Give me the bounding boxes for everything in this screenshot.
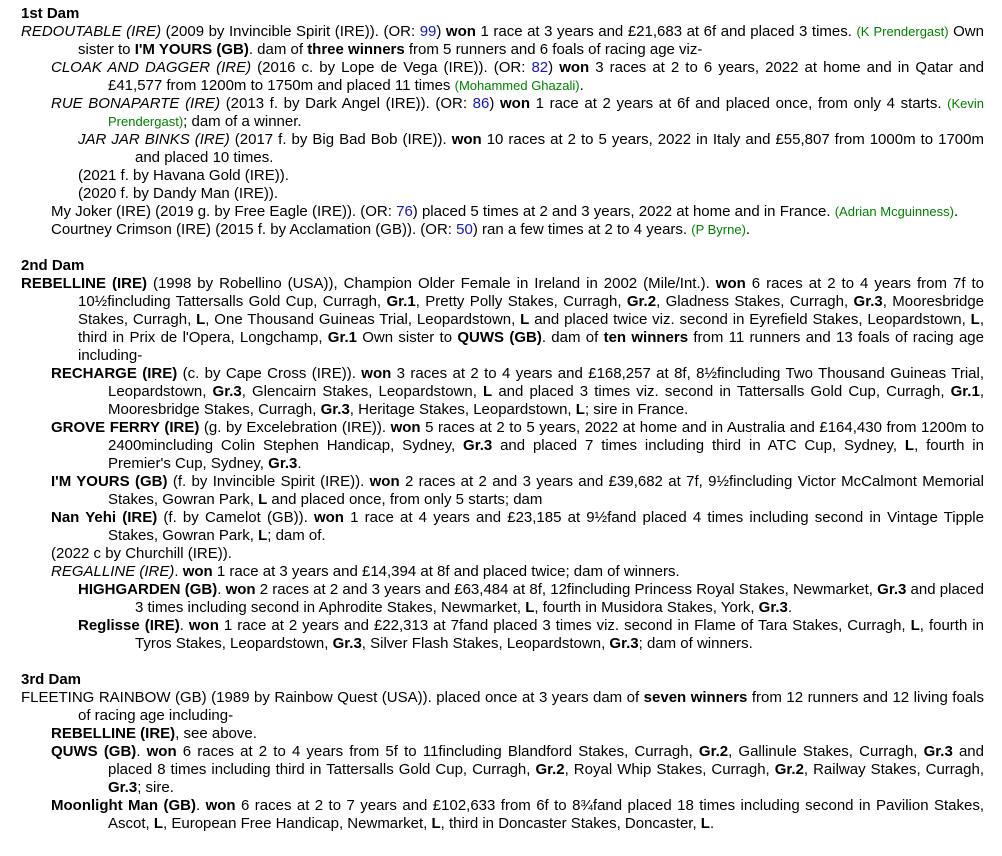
bold-text: won [188, 617, 219, 634]
bold-text: Gr.3 [332, 635, 362, 652]
entry-text: , Mooresbridge Stakes, Curragh, [78, 293, 985, 328]
pedigree-entry [51, 509, 984, 545]
bold-text: won [715, 275, 746, 292]
dam-section [21, 257, 984, 653]
entry-text: and placed 3 times including second in Aphrodite Stakes, Newmarket, [135, 581, 984, 616]
trainer-name: (K Prendergast) [856, 24, 949, 39]
bold-text: L [258, 527, 268, 544]
entry-text: ; sire in France. [584, 401, 689, 418]
bold-text: Gr.3 [268, 455, 298, 472]
official-rating: 99 [419, 23, 437, 40]
entry-text: from 11 runners and 13 foals of racing age including- [78, 329, 984, 364]
horse-name: JAR JAR BINKS (IRE) [78, 131, 230, 148]
entry-text: 5 races at 2 to 5 years, 2022 at home and in Australia and £164,430 from 1200m to 2400mincluding Colin Stephen Handicap, Sydney, [108, 419, 984, 454]
entry-text: . [745, 221, 751, 238]
pedigree-entry [51, 221, 984, 239]
entry-text: 6 races at 2 to 4 years from 7f to 10½fincluding Tattersalls Gold Cup, Curragh, [78, 275, 984, 310]
entry-text: from 5 runners and 6 foals of racing age viz- [404, 41, 703, 58]
entry-text: , see above. [175, 725, 257, 742]
entry-text: , Pretty Polly Stakes, Curragh, [415, 293, 627, 310]
bold-text: Gr.2 [626, 293, 657, 310]
bold-text: Gr.2 [698, 743, 729, 760]
entry-text: ; dam of. [267, 527, 326, 544]
entry-text: . [195, 797, 206, 814]
dam-heading: 2nd Dam [21, 257, 85, 274]
entry-text: 3 races at 2 to 4 years and £168,257 at 8f, 8½fincluding Two Thousand Guineas Trial, Leopardstown, [108, 365, 984, 400]
entry-text: , Glencairn Stakes, Leopardstown, [241, 383, 484, 400]
bold-text: won [205, 797, 236, 814]
entry-text: ; sire. [137, 779, 174, 796]
entry-text: , third in Doncaster Stakes, Doncaster, [440, 815, 701, 832]
bold-text: L [700, 815, 710, 832]
pedigree-entry [51, 59, 984, 95]
bold-text: seven winners [643, 689, 748, 706]
bold-text: won [445, 23, 476, 40]
horse-name: I'M YOURS (GB) [51, 473, 168, 490]
bold-text: Gr.3 [212, 383, 242, 400]
trainer-name: (Mohammed Ghazali) [454, 78, 580, 93]
entry-text: , Royal Whip Stakes, Curragh, [564, 761, 775, 778]
bold-text: L [153, 815, 164, 832]
entry-text: . [709, 815, 715, 832]
bold-text: Gr.3 [609, 635, 639, 652]
pedigree-entry [51, 203, 984, 221]
entry-text: . [217, 581, 226, 598]
horse-name: REGALLINE (IRE) [51, 563, 175, 580]
pedigree-entry [51, 563, 984, 581]
horse-name: REDOUTABLE (IRE) [21, 23, 162, 40]
horse-name: REBELLINE (IRE) [21, 275, 147, 292]
bold-text: won [390, 419, 421, 436]
bold-text: three winners [307, 41, 405, 58]
bold-text: L [910, 617, 920, 634]
bold-text: Gr.2 [774, 761, 804, 778]
pedigree-entry [51, 419, 984, 473]
bold-text: won [182, 563, 213, 580]
entry-text: , Mooresbridge Stakes, Curragh, [108, 383, 984, 418]
horse-name: Courtney Crimson (IRE) [51, 221, 212, 238]
horse-name: CLOAK AND DAGGER (IRE) [51, 59, 252, 76]
bold-text: Gr.3 [853, 293, 883, 310]
entry-text: 10 races at 2 to 5 years, 2022 in Italy and £55,807 from 1000m to 1700m and placed 10 times. [135, 131, 984, 166]
entry-text: (2013 f. by Dark Angel (IRE)). (OR: [220, 95, 473, 112]
entry-text: , Heritage Stakes, Leopardstown, [349, 401, 576, 418]
official-rating: 76 [396, 203, 413, 220]
bold-text: Gr.3 [463, 437, 493, 454]
pedigree-entry [78, 581, 984, 617]
bold-text: Gr.1 [327, 329, 357, 346]
entry-text: Own sister to [356, 329, 458, 346]
dam-section [21, 5, 984, 239]
pedigree-entry [51, 545, 984, 563]
horse-name: FLEETING RAINBOW (GB) [21, 689, 207, 706]
trainer-name: (Adrian Mcguinness) [834, 204, 954, 219]
entry-text: 6 races at 2 to 4 years from 5f to 11fincluding Blandford Stakes, Curragh, [176, 743, 699, 760]
entry-text: 1 race at 2 years and £22,313 at 7fand placed 3 times viz. second in Flame of Tara Stakes, Curragh, [218, 617, 911, 634]
bold-text: L [904, 437, 915, 454]
entry-text: (c. by Cape Cross (IRE)). [177, 365, 362, 382]
entry-text: . [787, 599, 793, 616]
pedigree-entry [51, 365, 984, 419]
entry-text: , fourth in Premier's Cup, Sydney, [108, 437, 984, 472]
entry-text: (f. by Camelot (GB)). [157, 509, 314, 526]
entry-text: ) [436, 23, 446, 40]
entry-text: 1 race at 3 years and £21,683 at 6f and placed 3 times. [475, 23, 857, 40]
horse-name: HIGHGARDEN (GB) [78, 581, 218, 598]
bold-text: L [575, 401, 585, 418]
bold-text: won [451, 131, 482, 148]
entry-text: . [579, 77, 584, 94]
entry-text: , Silver Flash Stakes, Leopardstown, [361, 635, 610, 652]
bold-text: won [369, 473, 400, 490]
pedigree-entry [78, 617, 984, 653]
bold-text: L [258, 491, 268, 508]
pedigree-entry [21, 23, 984, 59]
entry-text: 6 races at 2 to 7 years and £102,633 from 6f to 8¾fand placed 18 times including second in Pavilion Stakes, Ascot, [108, 797, 985, 832]
bold-text: won [146, 743, 177, 760]
entry-text: . [136, 743, 147, 760]
entry-text: from 12 runners and 12 living foals of racing age including- [78, 689, 984, 724]
entry-text: 1 race at 2 years at 6f and placed once, from only 4 starts. [529, 95, 948, 112]
trainer-name: (P Byrne) [691, 222, 746, 237]
entry-text: ) ran a few times at 2 to 4 years. [472, 221, 692, 238]
entry-text: , One Thousand Guineas Trial, Leopardstown, [205, 311, 521, 328]
entry-text: (g. by Excelebration (IRE)). [199, 419, 391, 436]
entry-text: ) [548, 59, 560, 76]
entry-text: , Gallinule Stakes, Curragh, [728, 743, 924, 760]
bold-text: L [196, 311, 206, 328]
bold-text: Gr.1 [950, 383, 980, 400]
pedigree-entry [51, 95, 984, 131]
horse-name: QUWS (GB) [51, 743, 137, 760]
bold-text: Gr.3 [877, 581, 907, 598]
pedigree-entry [21, 689, 984, 725]
pedigree-entry [78, 167, 984, 185]
bold-text: won [499, 95, 530, 112]
bold-text: Gr.3 [108, 779, 138, 796]
entry-text: (2019 g. by Free Eagle (IRE)). (OR: [151, 203, 397, 220]
bold-text: Gr.3 [758, 599, 788, 616]
entry-text: (2016 c. by Lope de Vega (IRE)). (OR: [251, 59, 532, 76]
entry-text: ) placed 5 times at 2 and 3 years, 2022 at home and in France. [412, 203, 835, 220]
bold-text: L [520, 311, 530, 328]
entry-text: (2022 c by Churchill (IRE)). [51, 545, 232, 562]
bold-text: won [361, 365, 392, 382]
horse-name: GROVE FERRY (IRE) [51, 419, 200, 436]
entry-text: . [174, 563, 183, 580]
pedigree-entry [78, 131, 984, 167]
entry-text: and placed 8 times including third in Tattersalls Gold Cup, Curragh, [108, 743, 984, 778]
entry-text: . dam of [541, 329, 604, 346]
pedigree-entry [51, 743, 984, 797]
entry-text: 2 races at 2 and 3 years and £39,682 at 7f, 9½fincluding Victor McCalmont Memorial Stakes, Gowran Park, [108, 473, 984, 508]
bold-text: L [483, 383, 493, 400]
entry-text: (1989 by Rainbow Quest (USA)). placed once at 3 years dam of [206, 689, 644, 706]
entry-text: (1998 by Robellino (USA)), Champion Older Female in Ireland in 2002 (Mile/Int.). [146, 275, 716, 292]
entry-text: (2015 f. by Acclamation (GB)). (OR: [211, 221, 457, 238]
official-rating: 86 [472, 95, 490, 112]
pedigree-entry [51, 473, 984, 509]
pedigree-entry [78, 185, 984, 203]
horse-name: My Joker (IRE) [51, 203, 152, 220]
bold-text: Gr.1 [386, 293, 416, 310]
entry-text: . [179, 617, 189, 634]
bold-text: Gr.2 [535, 761, 565, 778]
dam-heading: 1st Dam [21, 5, 80, 22]
bold-text: won [313, 509, 344, 526]
official-rating: 82 [531, 59, 549, 76]
dam-section [21, 671, 984, 833]
bold-text: Gr.3 [923, 743, 953, 760]
entry-text: ; dam of a winner. [183, 113, 302, 130]
entry-text: . dam of [248, 41, 308, 58]
entry-text: Own sister to [78, 23, 984, 58]
trainer-name: (Kevin Prendergast) [108, 96, 984, 129]
bold-text: won [559, 59, 590, 76]
bold-text: L [970, 311, 980, 328]
pedigree-entry [51, 797, 984, 833]
bold-text: I'M YOURS (GB) [134, 41, 249, 58]
entry-text: and placed 7 times including third in ATC Cup, Sydney, [492, 437, 905, 454]
entry-text: , Railway Stakes, Curragh, [803, 761, 984, 778]
entry-text: , Gladness Stakes, Curragh, [656, 293, 854, 310]
entry-text: . [297, 455, 302, 472]
entry-text: (2020 f. by Dandy Man (IRE)). [78, 185, 279, 202]
entry-text: and placed 3 times viz. second in Tattersalls Gold Cup, Curragh, [492, 383, 951, 400]
bold-text: ten winners [603, 329, 689, 346]
entry-text: ; dam of winners. [638, 635, 753, 652]
horse-name: Nan Yehi (IRE) [51, 509, 158, 526]
entry-text: and placed twice viz. second in Eyrefield Stakes, Leopardstown, [529, 311, 971, 328]
horse-name: RUE BONAPARTE (IRE) [51, 95, 221, 112]
bold-text: QUWS (GB) [457, 329, 542, 346]
entry-text: and placed once, from only 5 starts; dam [267, 491, 543, 508]
entry-text: 2 races at 2 and 3 years and £63,484 at 8f, 12fincluding Princess Royal Stakes, Newmarket, [255, 581, 878, 598]
bold-text: won [225, 581, 256, 598]
entry-text: , fourth in Tyros Stakes, Leopardstown, [135, 617, 984, 652]
entry-text: (f. by Invincible Spirit (IRE)). [167, 473, 370, 490]
pedigree-entry [21, 275, 984, 365]
horse-name: Moonlight Man (GB) [51, 797, 196, 814]
pedigree-entry [51, 725, 984, 743]
entry-text: , fourth in Musidora Stakes, York, [534, 599, 759, 616]
entry-text: (2009 by Invincible Spirit (IRE)). (OR: [161, 23, 420, 40]
dam-heading: 3rd Dam [21, 671, 82, 688]
official-rating: 50 [456, 221, 473, 238]
horse-name: REBELLINE (IRE) [51, 725, 176, 742]
entry-text: 1 race at 4 years and £23,185 at 9½fand placed 4 times including second in Vintage Tipple Stakes, Gowran Park, [108, 509, 984, 544]
bold-text: L [431, 815, 441, 832]
entry-text: ) [489, 95, 500, 112]
entry-text: 1 race at 3 years and £14,394 at 8f and placed twice; dam of winners. [212, 563, 680, 580]
entry-text: (2017 f. by Big Bad Bob (IRE)). [229, 131, 452, 148]
entry-text: 3 races at 2 to 6 years, 2022 at home and in Qatar and £41,577 from 1200m to 1750m and placed 11 times [108, 59, 984, 94]
bold-text: Gr.3 [320, 401, 350, 418]
entry-text: , European Free Handicap, Newmarket, [163, 815, 432, 832]
entry-text: , third in Prix de l'Opera, Longchamp, [78, 311, 984, 346]
entry-text: (2021 f. by Havana Gold (IRE)). [78, 167, 289, 184]
horse-name: RECHARGE (IRE) [51, 365, 178, 382]
entry-text: . [953, 203, 959, 220]
horse-name: Reglisse (IRE) [78, 617, 180, 634]
bold-text: L [525, 599, 535, 616]
